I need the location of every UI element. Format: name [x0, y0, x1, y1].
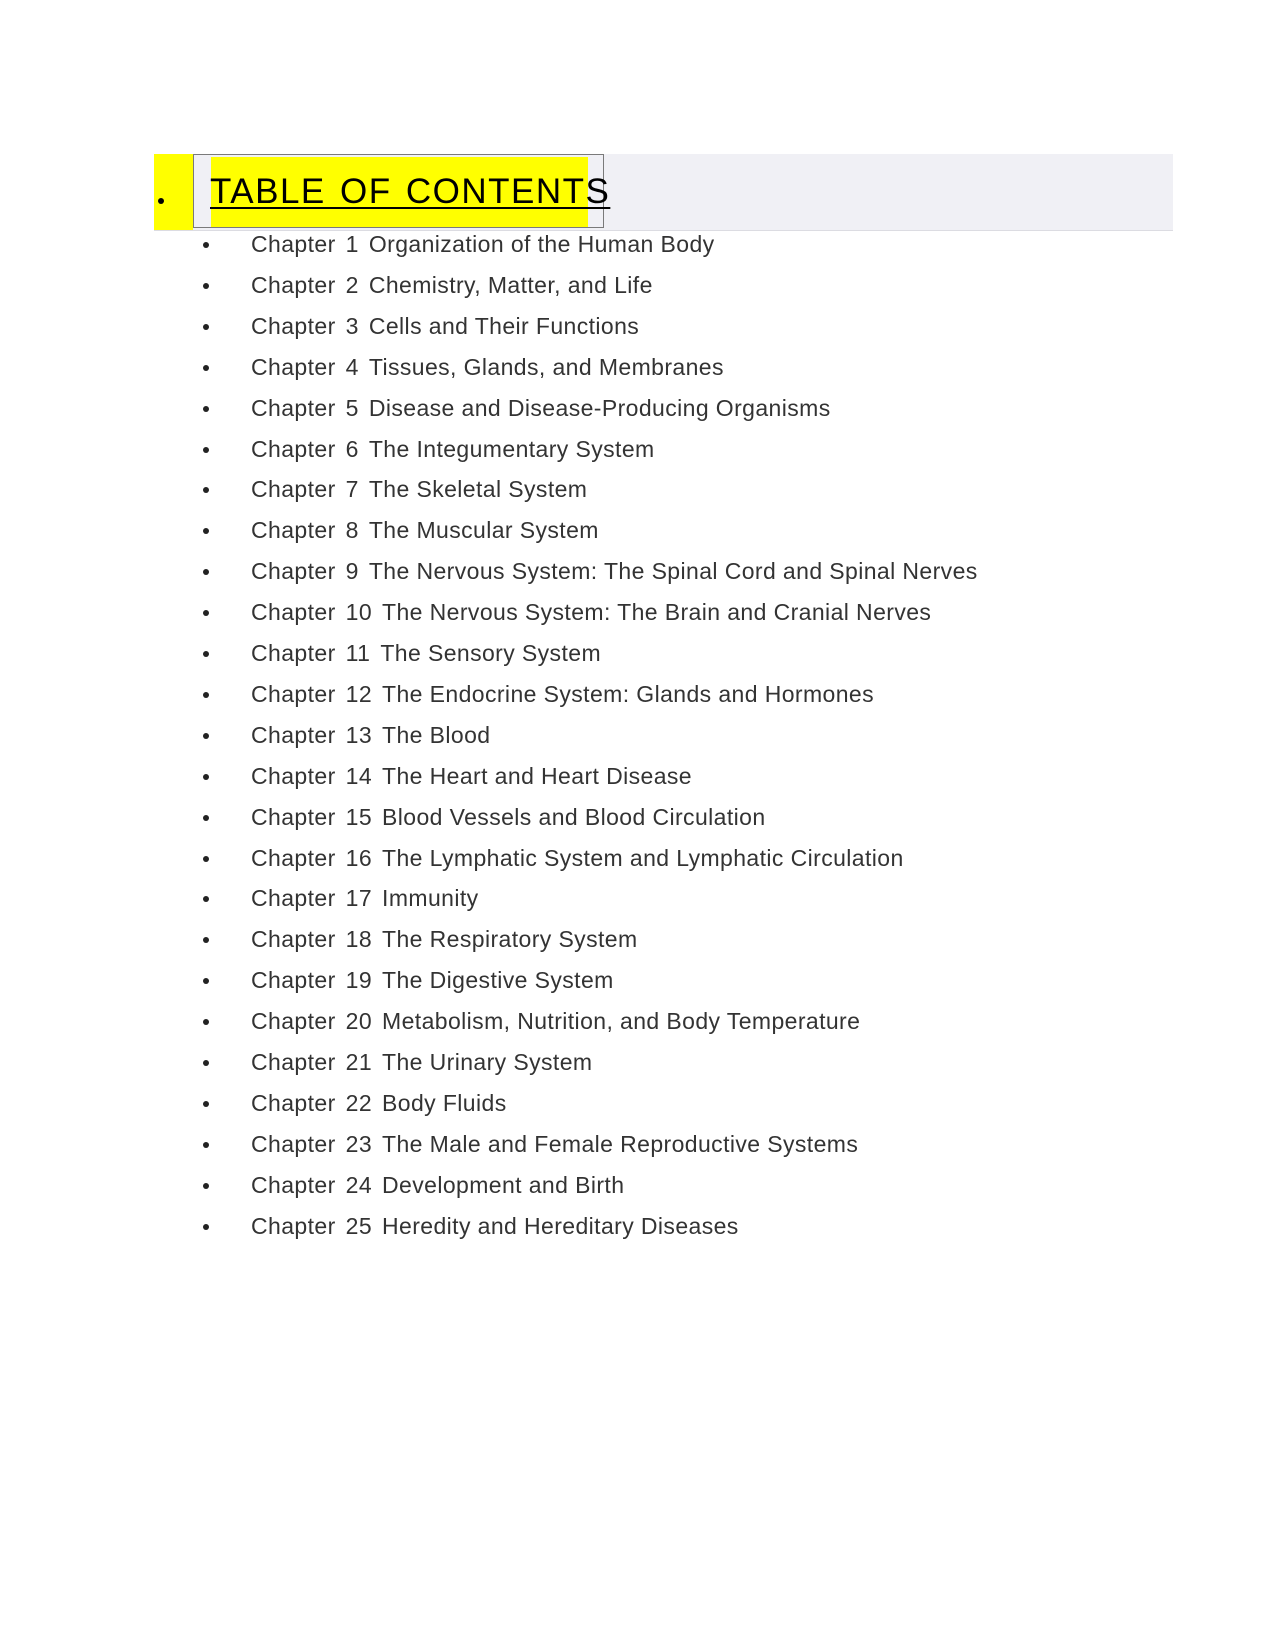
heading-bullet-highlight [154, 154, 193, 230]
chapter-entry [251, 269, 653, 301]
chapter-entry [251, 882, 479, 914]
chapter-number: 14 [345, 763, 373, 789]
chapter-title: The Muscular System [368, 517, 599, 543]
chapter-title: The Heart and Heart Disease [382, 763, 692, 789]
chapter-entry [251, 555, 978, 587]
bullet-icon [203, 365, 209, 371]
chapter-title: The Nervous System: The Spinal Cord and Spinal Nerves [368, 558, 978, 584]
bullet-icon [203, 896, 209, 902]
chapter-label: Chapter [251, 763, 336, 789]
chapter-label: Chapter [251, 395, 336, 421]
chapter-number: 10 [345, 599, 373, 625]
chapter-number: 22 [345, 1090, 373, 1116]
chapter-entry [251, 1128, 858, 1160]
chapter-label: Chapter [251, 272, 336, 298]
bullet-icon [203, 447, 209, 453]
bullet-icon [203, 1224, 209, 1230]
chapter-label: Chapter [251, 558, 336, 584]
chapter-title: The Male and Female Reproductive Systems [382, 1131, 859, 1157]
chapter-entry [251, 1087, 507, 1119]
chapter-title: The Digestive System [382, 967, 614, 993]
bullet-icon [203, 242, 209, 248]
chapter-entry [251, 473, 587, 505]
chapter-title: Cells and Their Functions [368, 313, 640, 339]
chapter-number: 4 [345, 354, 359, 380]
bullet-icon [203, 569, 209, 575]
chapter-number: 17 [345, 885, 373, 911]
chapter-number: 3 [345, 313, 359, 339]
chapter-label: Chapter [251, 967, 336, 993]
chapter-label: Chapter [251, 640, 336, 666]
bullet-icon [203, 283, 209, 289]
bullet-icon [203, 406, 209, 412]
chapter-label: Chapter [251, 804, 336, 830]
chapter-number: 16 [345, 845, 373, 871]
chapter-title: Disease and Disease-Producing Organisms [368, 395, 831, 421]
bullet-icon [203, 487, 209, 493]
chapter-title: Organization of the Human Body [368, 231, 715, 257]
chapter-number: 11 [345, 640, 371, 666]
chapter-number: 25 [345, 1213, 373, 1239]
chapter-number: 24 [345, 1172, 373, 1198]
chapter-entry [251, 923, 638, 955]
heading-bullet-icon [158, 198, 164, 204]
chapter-entry [251, 637, 601, 669]
chapter-number: 5 [345, 395, 359, 421]
chapter-entry [251, 433, 655, 465]
chapter-number: 23 [345, 1131, 373, 1157]
chapter-number: 21 [345, 1049, 373, 1075]
chapter-entry [251, 392, 831, 424]
bullet-icon [203, 692, 209, 698]
chapter-label: Chapter [251, 599, 336, 625]
chapter-entry [251, 964, 614, 996]
chapter-title: Heredity and Hereditary Diseases [382, 1213, 739, 1239]
chapter-label: Chapter [251, 231, 336, 257]
bullet-icon [203, 610, 209, 616]
chapter-title: Tissues, Glands, and Membranes [368, 354, 724, 380]
chapter-title: Blood Vessels and Blood Circulation [382, 804, 766, 830]
chapter-title: The Sensory System [380, 640, 601, 666]
chapter-title: Chemistry, Matter, and Life [368, 272, 653, 298]
chapter-label: Chapter [251, 1090, 336, 1116]
chapter-label: Chapter [251, 476, 336, 502]
chapter-entry [251, 310, 639, 342]
chapter-label: Chapter [251, 1008, 336, 1034]
chapter-entry [251, 596, 931, 628]
bullet-icon [203, 978, 209, 984]
chapter-label: Chapter [251, 313, 336, 339]
chapter-label: Chapter [251, 1131, 336, 1157]
chapter-title: The Blood [382, 722, 491, 748]
chapter-label: Chapter [251, 845, 336, 871]
chapter-label: Chapter [251, 926, 336, 952]
chapter-entry [251, 760, 692, 792]
chapter-number: 20 [345, 1008, 373, 1034]
chapter-title: The Urinary System [382, 1049, 593, 1075]
chapter-entry [251, 719, 490, 751]
chapter-number: 1 [345, 231, 359, 257]
chapter-title: Metabolism, Nutrition, and Body Temperature [382, 1008, 861, 1034]
bullet-icon [203, 774, 209, 780]
chapter-entry [251, 514, 599, 546]
chapter-label: Chapter [251, 354, 336, 380]
chapter-number: 2 [345, 272, 359, 298]
chapter-entry [251, 1210, 739, 1242]
chapter-number: 7 [345, 476, 359, 502]
chapter-number: 6 [345, 436, 359, 462]
chapter-label: Chapter [251, 722, 336, 748]
chapter-label: Chapter [251, 517, 336, 543]
bullet-icon [203, 1019, 209, 1025]
bullet-icon [203, 937, 209, 943]
bullet-icon [203, 1060, 209, 1066]
chapter-entry [251, 1169, 624, 1201]
bullet-icon [203, 528, 209, 534]
chapter-title: The Integumentary System [368, 436, 655, 462]
chapter-title: The Skeletal System [368, 476, 588, 502]
chapter-number: 15 [345, 804, 373, 830]
bullet-icon [203, 856, 209, 862]
chapter-title: The Endocrine System: Glands and Hormones [382, 681, 874, 707]
chapter-title: Body Fluids [382, 1090, 507, 1116]
chapter-title: Immunity [382, 885, 479, 911]
toc-heading-title: TABLE OF CONTENTS [210, 172, 611, 211]
bullet-icon [203, 1101, 209, 1107]
chapter-title: The Respiratory System [382, 926, 638, 952]
bullet-icon [203, 733, 209, 739]
chapter-label: Chapter [251, 436, 336, 462]
chapter-title: Development and Birth [382, 1172, 625, 1198]
chapter-entry [251, 1005, 860, 1037]
chapter-label: Chapter [251, 681, 336, 707]
chapter-number: 19 [345, 967, 373, 993]
chapter-number: 18 [345, 926, 373, 952]
chapter-entry [251, 801, 766, 833]
chapter-label: Chapter [251, 1213, 336, 1239]
bullet-icon [203, 1142, 209, 1148]
chapter-number: 12 [345, 681, 373, 707]
chapter-entry [251, 842, 904, 874]
chapter-label: Chapter [251, 885, 336, 911]
chapter-number: 8 [345, 517, 359, 543]
chapter-entry [251, 1046, 592, 1078]
chapter-title: The Lymphatic System and Lymphatic Circulation [382, 845, 904, 871]
chapter-title: The Nervous System: The Brain and Cranial Nerves [382, 599, 932, 625]
chapter-entry [251, 351, 724, 383]
bullet-icon [203, 651, 209, 657]
bullet-icon [203, 1183, 209, 1189]
chapter-entry [251, 228, 715, 260]
bullet-icon [203, 815, 209, 821]
chapter-label: Chapter [251, 1172, 336, 1198]
chapter-label: Chapter [251, 1049, 336, 1075]
chapter-entry [251, 678, 874, 710]
bullet-icon [203, 324, 209, 330]
chapter-number: 13 [345, 722, 373, 748]
chapter-number: 9 [345, 558, 359, 584]
